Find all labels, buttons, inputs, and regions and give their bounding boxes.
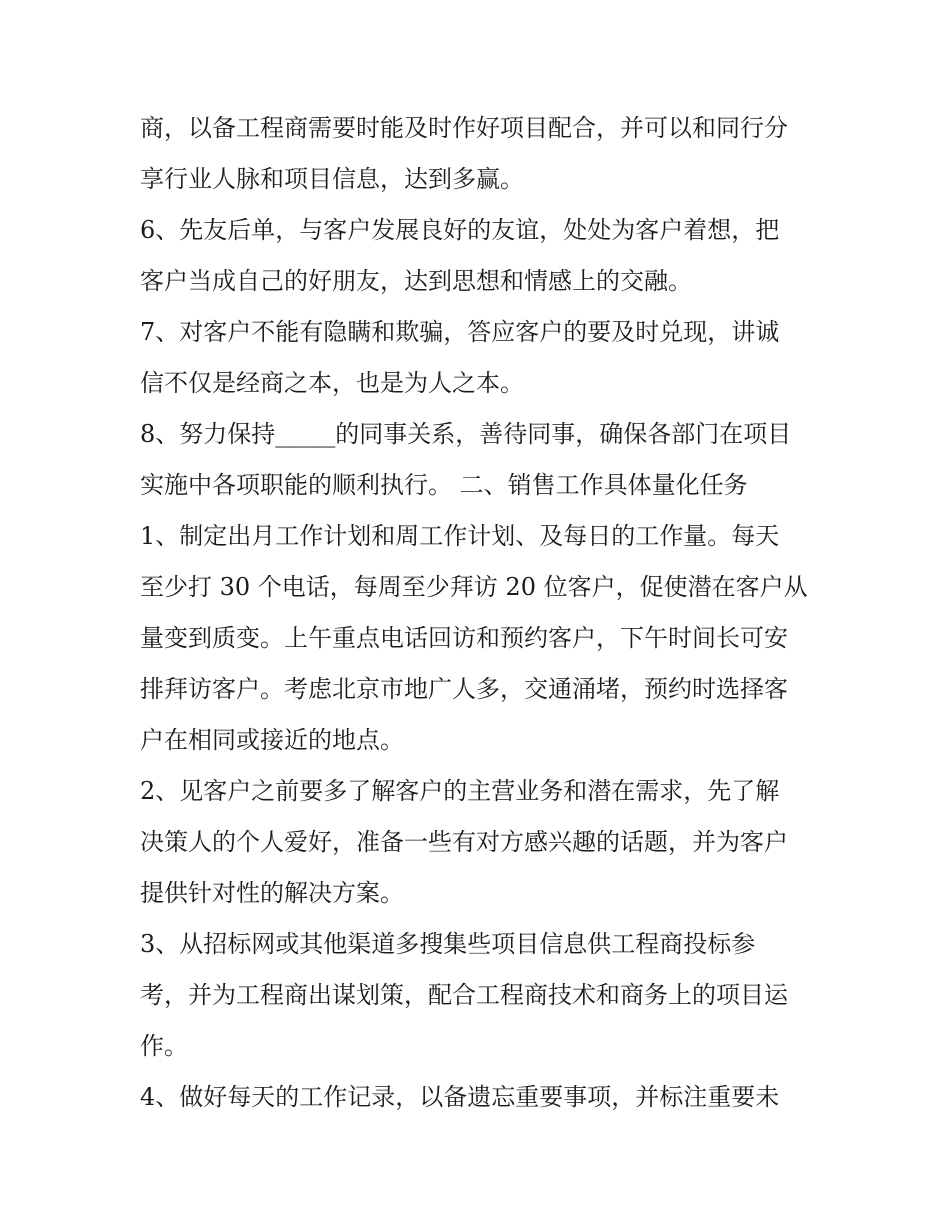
text-line: 客户当成自己的好朋友，达到思想和情感上的交融。 xyxy=(140,267,692,295)
text-line: 排拜访客户。考虑北京市地广人多，交通涌堵，预约时选择客 xyxy=(140,675,788,703)
text-line: 实施中各项职能的顺利执行。 二、销售工作具体量化任务 xyxy=(140,471,748,499)
text-line: 6、先友后单，与客户发展良好的友谊，处处为客户着想，把 xyxy=(140,216,780,244)
text-line: 作。 xyxy=(140,1032,188,1060)
text-line: 考，并为工程商出谋划策，配合工程商技术和商务上的项目运 xyxy=(140,981,788,1009)
text-line: 信不仅是经商之本，也是为人之本。 xyxy=(140,369,524,397)
text-line: 3、从招标网或其他渠道多搜集些项目信息供工程商投标参 xyxy=(140,930,756,958)
text-line: 决策人的个人爱好，准备一些有对方感兴趣的话题，并为客户 xyxy=(140,828,788,856)
text-line: 7、对客户不能有隐瞒和欺骗，答应客户的要及时兑现，讲诚 xyxy=(140,318,780,346)
text-line: 至少打 30 个电话，每周至少拜访 20 位客户，促使潜在客户从 xyxy=(140,573,808,601)
text-line: 商，以备工程商需要时能及时作好项目配合，并可以和同行分 xyxy=(140,114,788,142)
text-line: 8、努力保持_____的同事关系，善待同事，确保各部门在项目 xyxy=(140,420,792,448)
text-line: 户在相同或接近的地点。 xyxy=(140,726,404,754)
text-line: 享行业人脉和项目信息，达到多赢。 xyxy=(140,165,524,193)
text-line: 2、见客户之前要多了解客户的主营业务和潜在需求，先了解 xyxy=(140,777,780,805)
text-line: 量变到质变。上午重点电话回访和预约客户，下午时间长可安 xyxy=(140,624,788,652)
text-line: 1、制定出月工作计划和周工作计划、及每日的工作量。每天 xyxy=(140,522,780,550)
text-line: 4、做好每天的工作记录，以备遗忘重要事项，并标注重要未 xyxy=(140,1083,780,1111)
text-line: 提供针对性的解决方案。 xyxy=(140,879,404,907)
